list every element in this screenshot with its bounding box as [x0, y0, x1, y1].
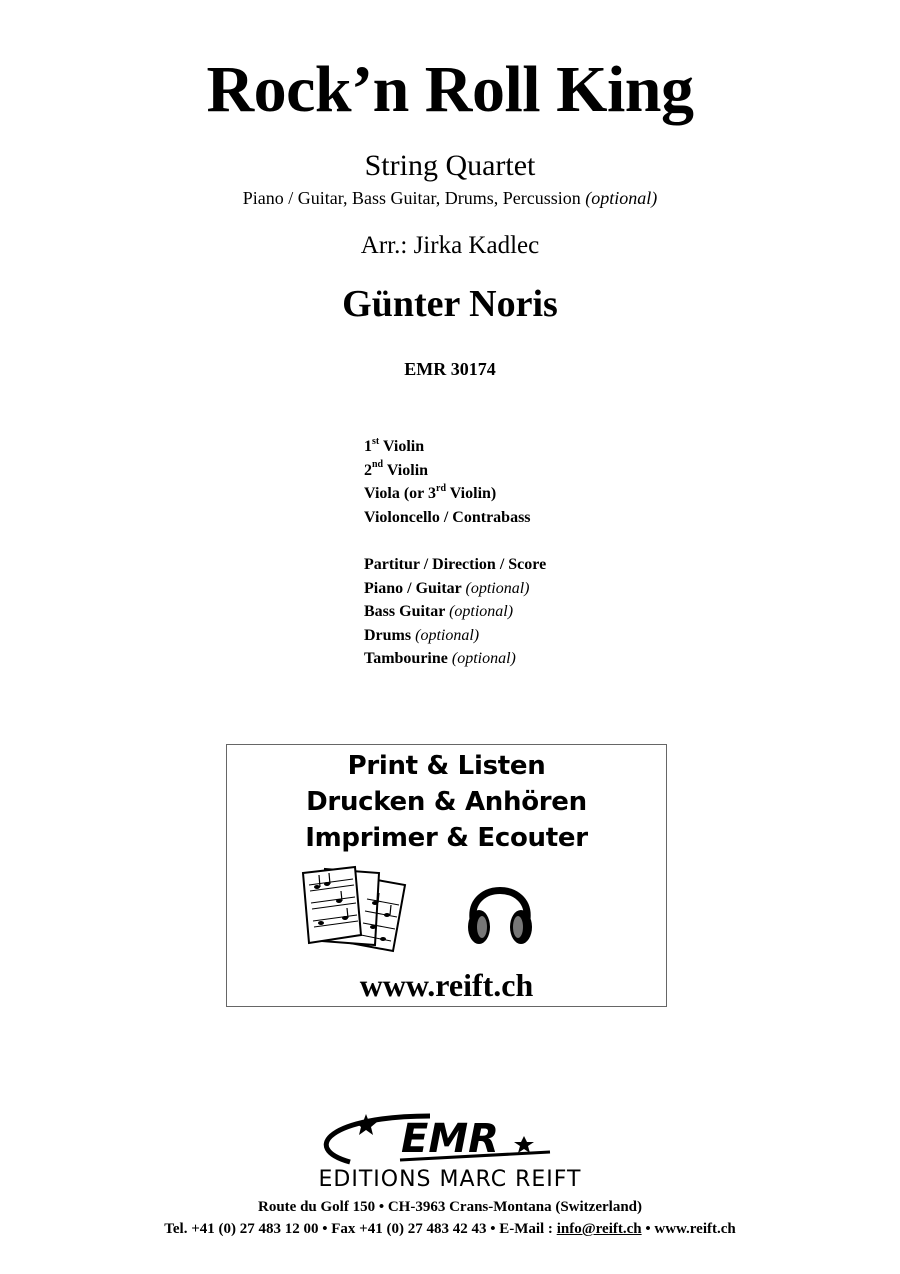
- sheet-music-icon: [301, 865, 411, 955]
- instrumentation-main: Piano / Guitar, Bass Guitar, Drums, Percussion: [242, 188, 586, 208]
- other-parts-list: [364, 553, 546, 671]
- string-parts-list: [364, 435, 531, 529]
- promo-url[interactable]: www.reift.ch: [359, 967, 534, 1003]
- part-item: Tambourine (optional): [364, 650, 516, 667]
- instrumentation-optional: (optional): [585, 188, 658, 208]
- arranger: Arr.: Jirka Kadlec: [360, 232, 540, 259]
- headphones-icon: [465, 869, 535, 951]
- page-title: Rock’n Roll King: [206, 53, 694, 126]
- print-listen-box: [226, 744, 667, 1007]
- part-item: Piano / Guitar (optional): [364, 579, 530, 597]
- catalog-number: EMR 30174: [404, 359, 496, 379]
- part-item: 2nd Violin: [364, 459, 429, 479]
- promo-line-french: Imprimer & Ecouter: [305, 823, 588, 853]
- composer: Günter Noris: [342, 283, 558, 325]
- promo-line-english: Print & Listen: [347, 751, 546, 781]
- part-item: Drums (optional): [364, 626, 480, 644]
- part-item: Viola (or 3rd Violin): [364, 482, 497, 502]
- part-item: 1st Violin: [364, 435, 425, 455]
- promo-line-german: Drucken & Anhören: [306, 787, 587, 817]
- email-link[interactable]: info@reift.ch: [556, 1221, 642, 1237]
- part-item: Violoncello / Contrabass: [364, 508, 531, 526]
- part-item: Bass Guitar (optional): [364, 603, 514, 620]
- subtitle: String Quartet: [364, 149, 536, 182]
- logo-text: EMR: [401, 1116, 499, 1162]
- publisher-name: EDITIONS MARC REIFT: [318, 1167, 582, 1192]
- publisher-address: Route du Golf 150 • CH-3963 Crans-Montana (Switzerland): [258, 1199, 642, 1215]
- publisher-contact: Tel. +41 (0) 27 483 12 00 • Fax +41 (0) 27 483 42 43 • E-Mail : info@reift.ch • www.reift.ch: [164, 1221, 736, 1237]
- emr-logo: [310, 1108, 590, 1170]
- part-item: Partitur / Direction / Score: [364, 556, 547, 573]
- instrumentation: [0, 186, 900, 210]
